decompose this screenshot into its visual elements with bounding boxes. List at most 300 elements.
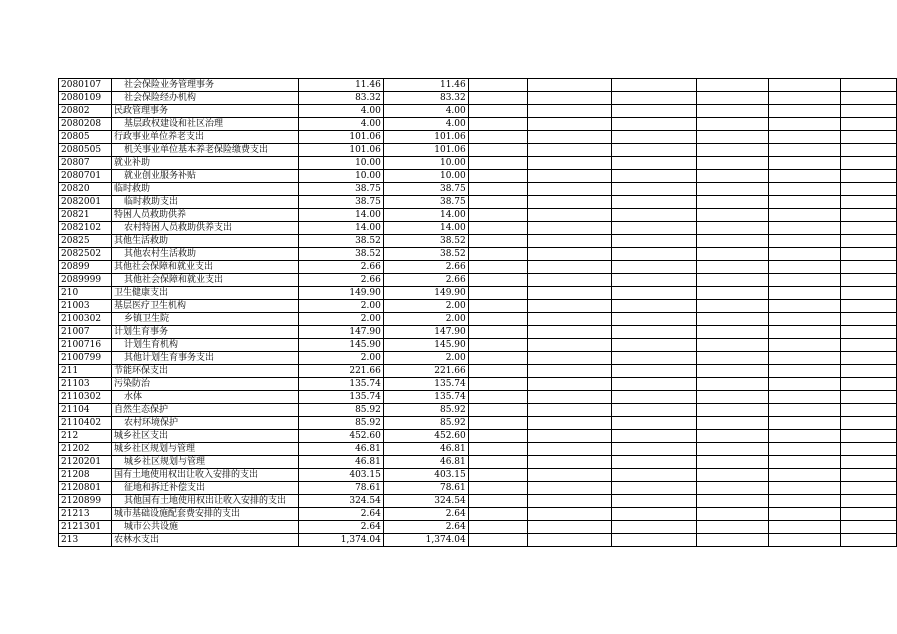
row-code-cell: 2082502 (59, 248, 112, 261)
table-row (59, 92, 897, 105)
empty-cell (697, 222, 769, 235)
row-code-cell: 21103 (59, 378, 112, 391)
empty-cell (468, 417, 527, 430)
empty-cell (527, 261, 612, 274)
row-name-cell: 就业补助 (111, 157, 298, 170)
row-name-cell: 社会保险业务管理事务 (111, 79, 298, 92)
empty-cell (697, 235, 769, 248)
row-name-cell: 其他社会保障和就业支出 (111, 274, 298, 287)
empty-cell (769, 274, 841, 287)
empty-cell (769, 378, 841, 391)
empty-cell (841, 79, 897, 92)
empty-cell (527, 534, 612, 547)
table-row (59, 235, 897, 248)
empty-cell (612, 183, 697, 196)
empty-cell (841, 248, 897, 261)
empty-cell (841, 261, 897, 274)
empty-cell (612, 482, 697, 495)
empty-cell (697, 79, 769, 92)
empty-cell (841, 352, 897, 365)
empty-cell (612, 222, 697, 235)
row-value-cell: 38.52 (298, 248, 383, 261)
row-value-cell: 2.66 (383, 261, 468, 274)
empty-cell (841, 209, 897, 222)
empty-cell (769, 534, 841, 547)
empty-cell (527, 144, 612, 157)
row-name-cell: 行政事业单位养老支出 (111, 131, 298, 144)
row-name-cell: 其他农村生活救助 (111, 248, 298, 261)
table-row (59, 339, 897, 352)
empty-cell (769, 430, 841, 443)
empty-cell (612, 495, 697, 508)
empty-cell (527, 79, 612, 92)
row-name-cell: 基层政权建设和社区治理 (111, 118, 298, 131)
empty-cell (612, 118, 697, 131)
table-row (59, 274, 897, 287)
empty-cell (468, 131, 527, 144)
row-code-cell: 2110302 (59, 391, 112, 404)
row-name-cell: 城乡社区规划与管理 (111, 456, 298, 469)
empty-cell (468, 469, 527, 482)
row-name-cell: 就业创业服务补贴 (111, 170, 298, 183)
empty-cell (769, 482, 841, 495)
table-row (59, 352, 897, 365)
empty-cell (697, 339, 769, 352)
empty-cell (468, 443, 527, 456)
table-row (59, 469, 897, 482)
row-value-cell: 1,374.04 (383, 534, 468, 547)
empty-cell (612, 326, 697, 339)
empty-cell (769, 495, 841, 508)
empty-cell (697, 92, 769, 105)
empty-cell (527, 391, 612, 404)
empty-cell (697, 365, 769, 378)
empty-cell (697, 456, 769, 469)
row-code-cell: 20802 (59, 105, 112, 118)
empty-cell (612, 209, 697, 222)
empty-cell (612, 521, 697, 534)
empty-cell (612, 92, 697, 105)
empty-cell (841, 495, 897, 508)
row-value-cell: 2.64 (383, 521, 468, 534)
empty-cell (769, 92, 841, 105)
row-value-cell: 2.00 (383, 352, 468, 365)
row-value-cell: 2.66 (298, 261, 383, 274)
empty-cell (697, 443, 769, 456)
empty-cell (841, 482, 897, 495)
empty-cell (697, 300, 769, 313)
row-value-cell: 135.74 (383, 378, 468, 391)
row-value-cell: 2.66 (298, 274, 383, 287)
row-value-cell: 145.90 (383, 339, 468, 352)
table-row (59, 378, 897, 391)
empty-cell (468, 144, 527, 157)
empty-cell (527, 521, 612, 534)
row-value-cell: 38.75 (298, 183, 383, 196)
table-row (59, 222, 897, 235)
empty-cell (612, 170, 697, 183)
empty-cell (697, 508, 769, 521)
row-name-cell: 基层医疗卫生机构 (111, 300, 298, 313)
empty-cell (527, 287, 612, 300)
empty-cell (841, 391, 897, 404)
empty-cell (527, 118, 612, 131)
empty-cell (697, 313, 769, 326)
empty-cell (769, 521, 841, 534)
empty-cell (612, 157, 697, 170)
empty-cell (612, 443, 697, 456)
row-value-cell: 1,374.04 (298, 534, 383, 547)
row-name-cell: 计划生育机构 (111, 339, 298, 352)
empty-cell (697, 170, 769, 183)
empty-cell (769, 417, 841, 430)
row-code-cell: 2120201 (59, 456, 112, 469)
row-name-cell: 自然生态保护 (111, 404, 298, 417)
table-row (59, 248, 897, 261)
empty-cell (841, 469, 897, 482)
row-code-cell: 211 (59, 365, 112, 378)
empty-cell (612, 404, 697, 417)
row-value-cell: 85.92 (298, 404, 383, 417)
row-value-cell: 149.90 (383, 287, 468, 300)
row-name-cell: 卫生健康支出 (111, 287, 298, 300)
row-value-cell: 101.06 (383, 144, 468, 157)
row-code-cell: 2080701 (59, 170, 112, 183)
table-row (59, 430, 897, 443)
empty-cell (697, 144, 769, 157)
row-value-cell: 85.92 (383, 417, 468, 430)
table-row (59, 131, 897, 144)
empty-cell (468, 209, 527, 222)
empty-cell (841, 92, 897, 105)
row-value-cell: 4.00 (383, 118, 468, 131)
empty-cell (468, 287, 527, 300)
table-row (59, 261, 897, 274)
row-value-cell: 46.81 (383, 456, 468, 469)
row-name-cell: 计划生育事务 (111, 326, 298, 339)
empty-cell (527, 339, 612, 352)
empty-cell (527, 326, 612, 339)
empty-cell (769, 456, 841, 469)
empty-cell (468, 235, 527, 248)
empty-cell (841, 534, 897, 547)
row-name-cell: 水体 (111, 391, 298, 404)
row-code-cell: 2120899 (59, 495, 112, 508)
empty-cell (527, 170, 612, 183)
empty-cell (468, 508, 527, 521)
empty-cell (527, 313, 612, 326)
row-value-cell: 10.00 (383, 157, 468, 170)
empty-cell (697, 378, 769, 391)
empty-cell (468, 534, 527, 547)
row-value-cell: 46.81 (298, 443, 383, 456)
row-value-cell: 221.66 (298, 365, 383, 378)
table-row (59, 521, 897, 534)
row-name-cell: 民政管理事务 (111, 105, 298, 118)
empty-cell (612, 131, 697, 144)
row-value-cell: 2.00 (383, 313, 468, 326)
row-value-cell: 101.06 (298, 144, 383, 157)
empty-cell (527, 430, 612, 443)
table-row (59, 443, 897, 456)
empty-cell (468, 248, 527, 261)
row-value-cell: 38.75 (298, 196, 383, 209)
empty-cell (769, 339, 841, 352)
row-code-cell: 2121301 (59, 521, 112, 534)
row-value-cell: 46.81 (298, 456, 383, 469)
empty-cell (468, 196, 527, 209)
empty-cell (841, 326, 897, 339)
empty-cell (769, 352, 841, 365)
row-value-cell: 101.06 (298, 131, 383, 144)
empty-cell (468, 482, 527, 495)
table-row (59, 404, 897, 417)
row-value-cell: 38.52 (383, 235, 468, 248)
row-value-cell: 14.00 (383, 222, 468, 235)
row-name-cell: 其他社会保障和就业支出 (111, 261, 298, 274)
empty-cell (769, 469, 841, 482)
table-row (59, 391, 897, 404)
empty-cell (612, 105, 697, 118)
empty-cell (841, 287, 897, 300)
empty-cell (841, 339, 897, 352)
empty-cell (769, 209, 841, 222)
empty-cell (527, 495, 612, 508)
empty-cell (769, 248, 841, 261)
empty-cell (527, 352, 612, 365)
table-row (59, 196, 897, 209)
empty-cell (697, 131, 769, 144)
row-code-cell: 2082102 (59, 222, 112, 235)
empty-cell (769, 196, 841, 209)
row-code-cell: 212 (59, 430, 112, 443)
row-value-cell: 38.52 (383, 248, 468, 261)
empty-cell (612, 339, 697, 352)
row-code-cell: 213 (59, 534, 112, 547)
empty-cell (468, 300, 527, 313)
row-value-cell: 452.60 (298, 430, 383, 443)
empty-cell (612, 352, 697, 365)
empty-cell (612, 248, 697, 261)
row-value-cell: 2.00 (298, 352, 383, 365)
empty-cell (468, 105, 527, 118)
row-code-cell: 20825 (59, 235, 112, 248)
row-value-cell: 10.00 (298, 170, 383, 183)
empty-cell (769, 222, 841, 235)
empty-cell (468, 521, 527, 534)
empty-cell (527, 105, 612, 118)
row-value-cell: 38.52 (298, 235, 383, 248)
empty-cell (769, 183, 841, 196)
empty-cell (697, 183, 769, 196)
row-value-cell: 11.46 (298, 79, 383, 92)
empty-cell (841, 417, 897, 430)
row-code-cell: 21213 (59, 508, 112, 521)
empty-cell (612, 196, 697, 209)
table-row (59, 79, 897, 92)
table-row (59, 534, 897, 547)
table-row (59, 105, 897, 118)
table-row (59, 495, 897, 508)
table-row (59, 313, 897, 326)
row-name-cell: 其他国有土地使用权出让收入安排的支出 (111, 495, 298, 508)
row-value-cell: 85.92 (383, 404, 468, 417)
row-name-cell: 城市公共设施 (111, 521, 298, 534)
row-code-cell: 2089999 (59, 274, 112, 287)
row-value-cell: 135.74 (298, 378, 383, 391)
row-value-cell: 14.00 (298, 222, 383, 235)
empty-cell (612, 313, 697, 326)
table-row (59, 144, 897, 157)
empty-cell (612, 417, 697, 430)
row-value-cell: 83.32 (298, 92, 383, 105)
row-value-cell: 10.00 (298, 157, 383, 170)
row-code-cell: 21007 (59, 326, 112, 339)
row-code-cell: 20821 (59, 209, 112, 222)
row-code-cell: 20805 (59, 131, 112, 144)
empty-cell (697, 326, 769, 339)
row-code-cell: 21104 (59, 404, 112, 417)
empty-cell (612, 534, 697, 547)
empty-cell (697, 118, 769, 131)
row-value-cell: 147.90 (383, 326, 468, 339)
row-value-cell: 4.00 (298, 105, 383, 118)
empty-cell (769, 404, 841, 417)
row-value-cell: 78.61 (383, 482, 468, 495)
row-value-cell: 78.61 (298, 482, 383, 495)
row-value-cell: 2.64 (383, 508, 468, 521)
row-name-cell: 节能环保支出 (111, 365, 298, 378)
empty-cell (612, 235, 697, 248)
empty-cell (841, 131, 897, 144)
row-name-cell: 征地和拆迁补偿支出 (111, 482, 298, 495)
empty-cell (468, 157, 527, 170)
table-row (59, 118, 897, 131)
empty-cell (697, 352, 769, 365)
empty-cell (769, 261, 841, 274)
empty-cell (769, 443, 841, 456)
empty-cell (468, 391, 527, 404)
row-value-cell: 2.66 (383, 274, 468, 287)
row-value-cell: 221.66 (383, 365, 468, 378)
empty-cell (468, 274, 527, 287)
row-name-cell: 城市基础设施配套费安排的支出 (111, 508, 298, 521)
empty-cell (527, 508, 612, 521)
empty-cell (697, 417, 769, 430)
empty-cell (769, 365, 841, 378)
table-row (59, 508, 897, 521)
empty-cell (841, 235, 897, 248)
empty-cell (697, 404, 769, 417)
empty-cell (697, 105, 769, 118)
empty-cell (612, 469, 697, 482)
empty-cell (527, 469, 612, 482)
row-code-cell: 2110402 (59, 417, 112, 430)
empty-cell (468, 313, 527, 326)
row-name-cell: 特困人员救助供养 (111, 209, 298, 222)
row-value-cell: 14.00 (383, 209, 468, 222)
empty-cell (697, 534, 769, 547)
row-value-cell: 10.00 (383, 170, 468, 183)
empty-cell (612, 456, 697, 469)
empty-cell (527, 456, 612, 469)
row-name-cell: 乡镇卫生院 (111, 313, 298, 326)
table-row (59, 482, 897, 495)
empty-cell (527, 222, 612, 235)
empty-cell (612, 261, 697, 274)
row-value-cell: 403.15 (383, 469, 468, 482)
row-code-cell: 2100302 (59, 313, 112, 326)
empty-cell (769, 105, 841, 118)
empty-cell (697, 495, 769, 508)
row-name-cell: 国有土地使用权出让收入安排的支出 (111, 469, 298, 482)
row-code-cell: 2100716 (59, 339, 112, 352)
empty-cell (769, 157, 841, 170)
empty-cell (769, 144, 841, 157)
row-value-cell: 14.00 (298, 209, 383, 222)
row-value-cell: 324.54 (298, 495, 383, 508)
budget-table (58, 78, 897, 547)
row-value-cell: 2.64 (298, 521, 383, 534)
row-value-cell: 135.74 (298, 391, 383, 404)
row-value-cell: 85.92 (298, 417, 383, 430)
row-code-cell: 2080107 (59, 79, 112, 92)
empty-cell (527, 92, 612, 105)
empty-cell (468, 326, 527, 339)
empty-cell (527, 209, 612, 222)
row-value-cell: 83.32 (383, 92, 468, 105)
empty-cell (527, 300, 612, 313)
table-row (59, 326, 897, 339)
empty-cell (841, 222, 897, 235)
empty-cell (468, 404, 527, 417)
empty-cell (527, 443, 612, 456)
empty-cell (527, 417, 612, 430)
empty-cell (769, 287, 841, 300)
empty-cell (841, 274, 897, 287)
empty-cell (841, 183, 897, 196)
empty-cell (769, 508, 841, 521)
row-value-cell: 452.60 (383, 430, 468, 443)
empty-cell (612, 300, 697, 313)
empty-cell (527, 248, 612, 261)
row-code-cell: 21208 (59, 469, 112, 482)
empty-cell (468, 261, 527, 274)
empty-cell (468, 430, 527, 443)
row-code-cell: 2080505 (59, 144, 112, 157)
empty-cell (841, 404, 897, 417)
row-name-cell: 农村环境保护 (111, 417, 298, 430)
table-row (59, 300, 897, 313)
empty-cell (527, 365, 612, 378)
empty-cell (468, 222, 527, 235)
empty-cell (841, 196, 897, 209)
row-code-cell: 2080109 (59, 92, 112, 105)
empty-cell (697, 521, 769, 534)
empty-cell (841, 521, 897, 534)
row-code-cell: 20899 (59, 261, 112, 274)
row-code-cell: 21003 (59, 300, 112, 313)
empty-cell (527, 378, 612, 391)
empty-cell (769, 79, 841, 92)
empty-cell (841, 105, 897, 118)
empty-cell (612, 287, 697, 300)
empty-cell (527, 404, 612, 417)
empty-cell (527, 274, 612, 287)
row-name-cell: 临时救助 (111, 183, 298, 196)
empty-cell (612, 144, 697, 157)
row-name-cell: 城乡社区支出 (111, 430, 298, 443)
